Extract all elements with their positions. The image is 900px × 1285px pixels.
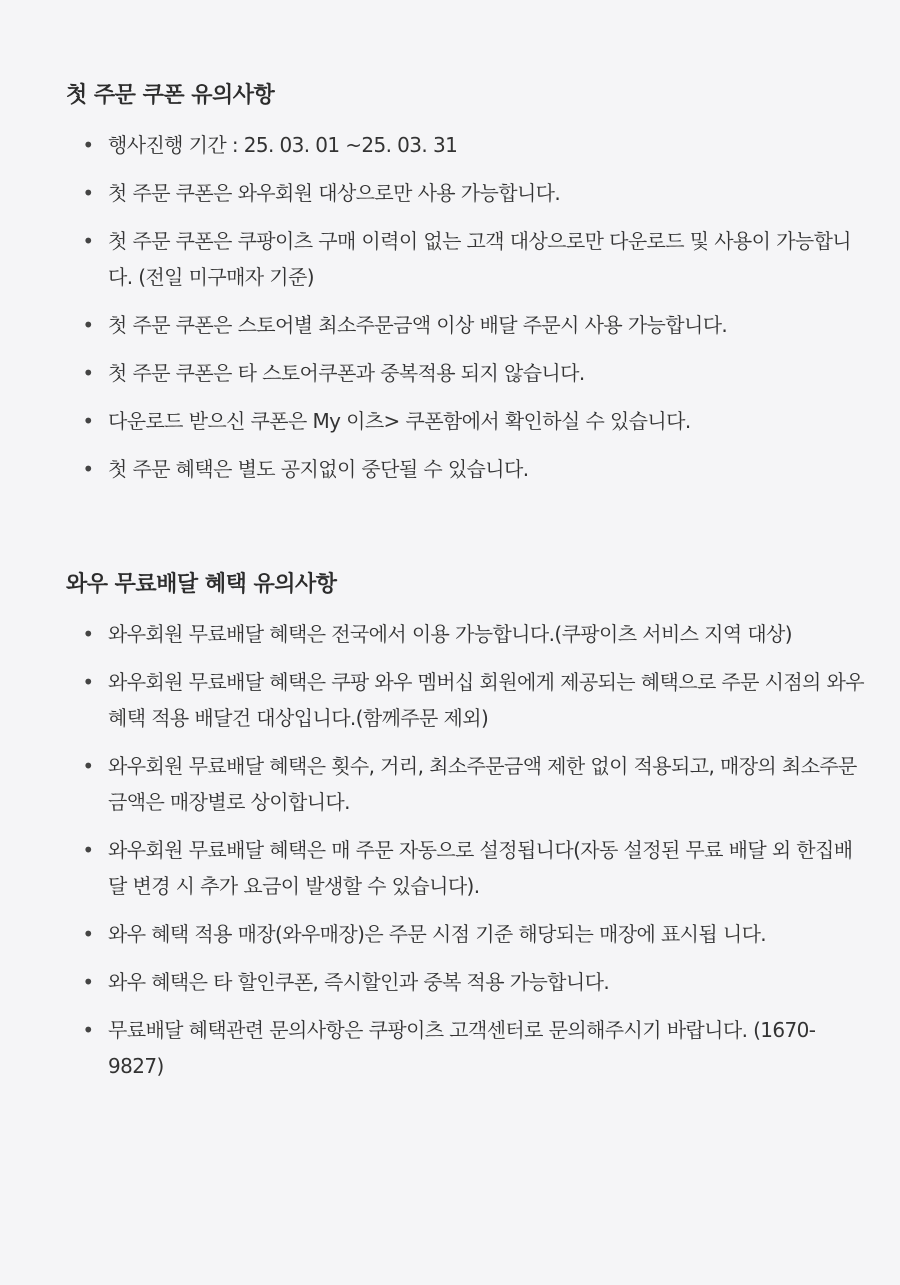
section-title: 와우 무료배달 혜택 유의사항: [66, 572, 337, 597]
bullet-icon: •: [82, 457, 94, 481]
list-item-text: 행사진행 기간 : 25. 03. 01 ~25. 03. 31: [108, 133, 458, 157]
section-title: 첫 주문 쿠폰 유의사항: [66, 83, 275, 108]
bullet-icon: •: [82, 970, 94, 994]
list-item-text: 첫 주문 혜택은 별도 공지없이 중단될 수 있습니다.: [108, 457, 529, 481]
bullet-icon: •: [82, 1018, 94, 1042]
bullet-icon: •: [82, 754, 94, 778]
list-item: [66, 916, 866, 952]
list-item: [66, 223, 866, 295]
first-order-coupon-notice: [66, 78, 866, 499]
bullet-icon: •: [82, 313, 94, 337]
bullet-icon: •: [82, 409, 94, 433]
bullet-icon: •: [82, 670, 94, 694]
list-item-text: 와우회원 무료배달 혜택은 전국에서 이용 가능합니다.(쿠팡이츠 서비스 지역 대상): [108, 622, 792, 646]
list-item: [66, 964, 866, 1000]
list-item: [66, 451, 866, 487]
list-item: [66, 355, 866, 391]
list-item-text: 첫 주문 쿠폰은 쿠팡이츠 구매 이력이 없는 고객 대상으로만 다운로드 및 사용이 가능합니다. (전일 미구매자 기준): [108, 229, 852, 289]
list-item: [66, 832, 866, 904]
list-item-text: 와우회원 무료배달 혜택은 매 주문 자동으로 설정됩니다(자동 설정된 무료 배달 외 한집배달 변경 시 추가 요금이 발생할 수 있습니다).: [108, 838, 853, 898]
list-item: [66, 403, 866, 439]
notice-list: [66, 127, 866, 487]
list-item: [66, 307, 866, 343]
list-item-text: 첫 주문 쿠폰은 와우회원 대상으로만 사용 가능합니다.: [108, 181, 561, 205]
list-item-text: 와우 혜택 적용 매장(와우매장)은 주문 시점 기준 해당되는 매장에 표시됩 니다.: [108, 922, 767, 946]
bullet-icon: •: [82, 181, 94, 205]
list-item-text: 첫 주문 쿠폰은 스토어별 최소주문금액 이상 배달 주문시 사용 가능합니다.: [108, 313, 728, 337]
bullet-icon: •: [82, 133, 94, 157]
list-item: [66, 127, 866, 163]
bullet-icon: •: [82, 922, 94, 946]
list-item-text: 와우회원 무료배달 혜택은 횟수, 거리, 최소주문금액 제한 없이 적용되고, 매장의 최소주문금액은 매장별로 상이합니다.: [108, 754, 857, 814]
wow-free-delivery-notice: [66, 567, 866, 1096]
list-item-text: 첫 주문 쿠폰은 타 스토어쿠폰과 중복적용 되지 않습니다.: [108, 361, 585, 385]
bullet-icon: •: [82, 838, 94, 862]
list-item-text: 와우 혜택은 타 할인쿠폰, 즉시할인과 중복 적용 가능합니다.: [108, 970, 610, 994]
list-item: [66, 664, 866, 736]
bullet-icon: •: [82, 229, 94, 253]
list-item: [66, 616, 866, 652]
bullet-icon: •: [82, 622, 94, 646]
list-item-text: 와우회원 무료배달 혜택은 쿠팡 와우 멤버십 회원에게 제공되는 혜택으로 주문 시점의 와우 혜택 적용 배달건 대상입니다.(함께주문 제외): [108, 670, 864, 730]
bullet-icon: •: [82, 361, 94, 385]
list-item: [66, 175, 866, 211]
list-item: [66, 1012, 866, 1084]
list-item-text: 무료배달 혜택관련 문의사항은 쿠팡이츠 고객센터로 문의해주시기 바랍니다. (1670-9827): [108, 1018, 816, 1078]
list-item: [66, 748, 866, 820]
notice-list: [66, 616, 866, 1084]
list-item-text: 다운로드 받으신 쿠폰은 My 이츠> 쿠폰함에서 확인하실 수 있습니다.: [108, 409, 691, 433]
